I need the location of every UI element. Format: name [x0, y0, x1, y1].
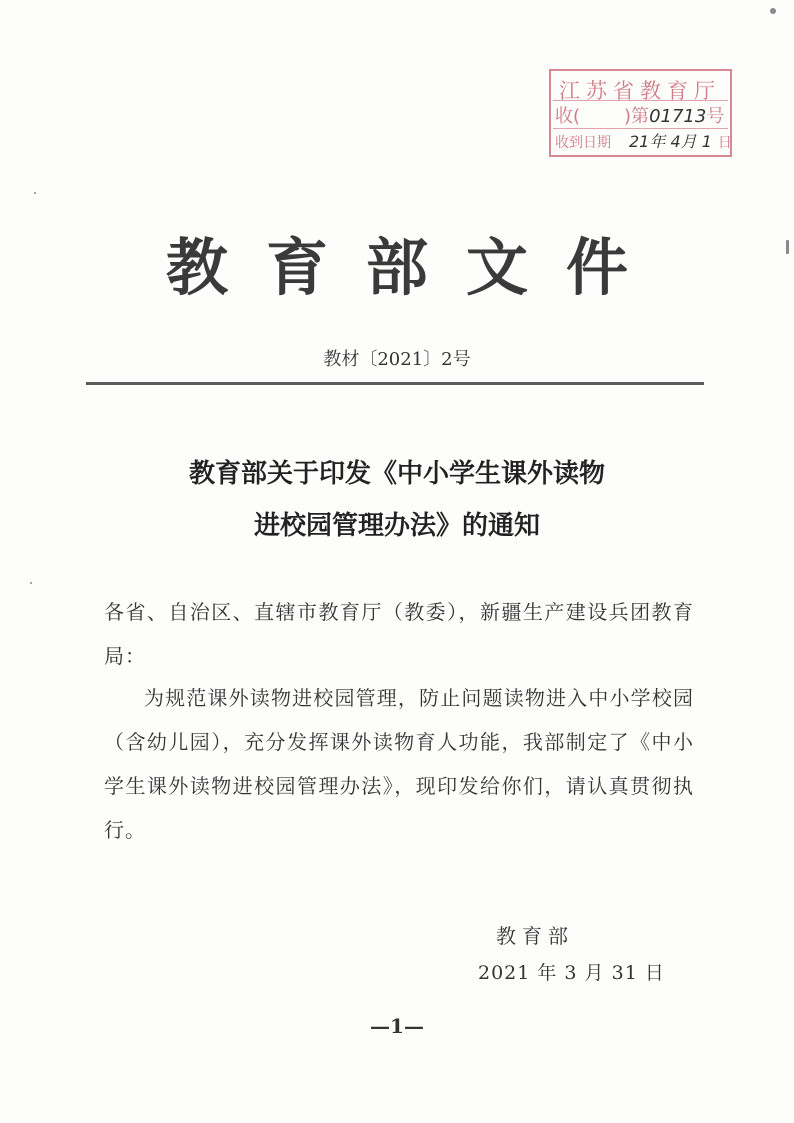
receipt-stamp: [549, 69, 732, 157]
stamp-divider: [553, 100, 728, 101]
stamp-receipt-handwritten-number: 01713: [649, 106, 707, 127]
stamp-date-prefix: 收到日期: [555, 135, 611, 151]
stamp-receipt-suffix: 号: [706, 106, 725, 127]
document-number: 教材〔2021〕2号: [323, 349, 471, 370]
notice-title-line-2: 进校园管理办法》的通知: [253, 511, 540, 541]
signature-organization: 教育部: [496, 924, 574, 948]
header-divider: [86, 382, 704, 385]
signature-date: 2021 年 3 月 31 日: [478, 962, 665, 984]
stamp-receipt-number: [555, 102, 724, 128]
notice-body: 为规范课外读物进校园管理，防止问题读物进入中小学校园（含幼儿园），充分发挥课外读物育人功能，我部制定了《中小学生课外读物进校园管理办法》，现印发给你们，请认真贯彻执行。: [104, 686, 694, 842]
stamp-receipt-prefix: 收(: [555, 106, 581, 127]
stamp-date-suffix: 日: [717, 135, 732, 151]
page-number: —1—: [370, 1014, 424, 1038]
stamp-date-handwritten: 21年 4月 1: [629, 132, 712, 151]
salutation: 各省、自治区、直辖市教育厅（教委），新疆生产建设兵团教育局：: [104, 600, 694, 668]
stamp-receipt-date: [555, 129, 732, 152]
stamp-title: 江苏省教育厅: [559, 79, 721, 103]
scan-speck: [770, 8, 776, 14]
stamp-receipt-mid: )第: [624, 106, 650, 127]
notice-title-line-1: 教育部关于印发《中小学生课外读物: [188, 459, 605, 489]
document-header-title: 教育部文件: [165, 231, 666, 304]
scan-speck: [30, 582, 32, 584]
scan-speck: [34, 192, 36, 194]
